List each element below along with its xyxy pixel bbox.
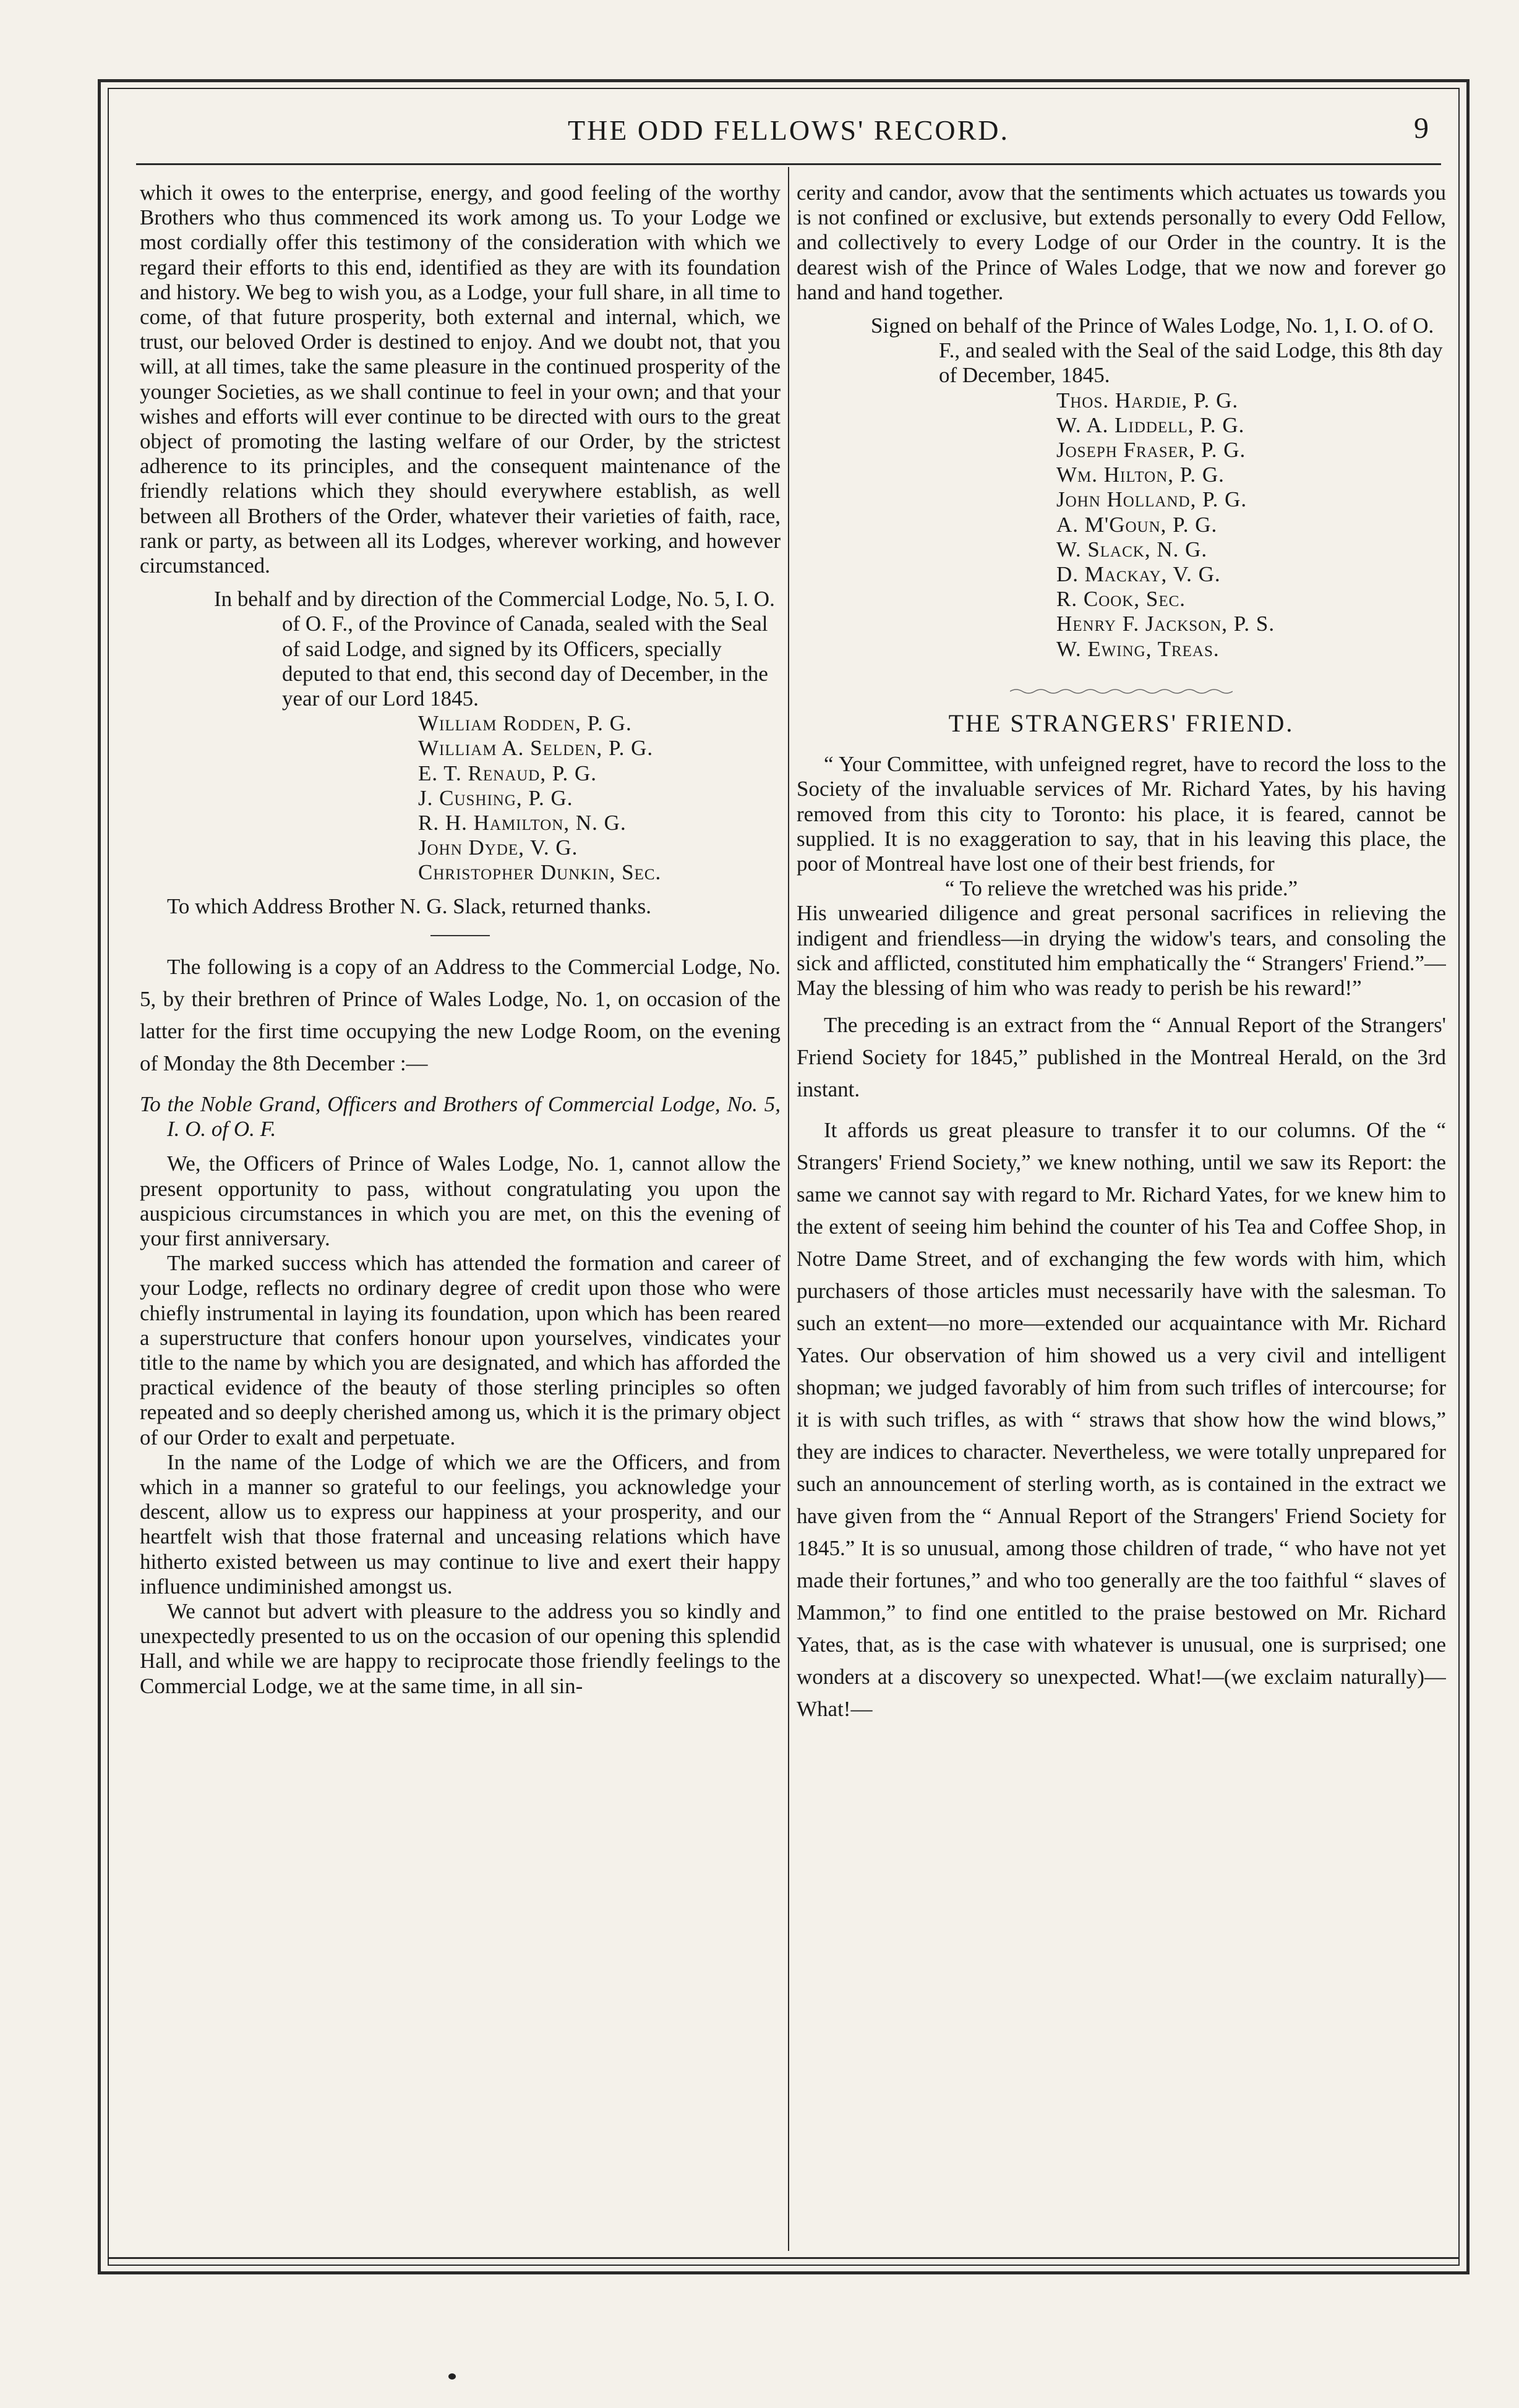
left-paragraph-advert: We cannot but advert with pleasure to the address you so kindly and unexpectedly presented to us on the occasion of our opening this splendid Hall, and while we are happy to reciprocate those friendly feelings to the Commercial Lodge, we at the same time, in all sin- xyxy=(140,1599,781,1698)
left-paragraph-in-the-name: In the name of the Lodge of which we are the Officers, and from which in a manner so grateful to our feelings, you acknowledge your descent, allow us to express our happiness at your prosperity, and our heartfelt wish that those fraternal and unceasing relations which have hitherto existed between us may continue to live and exert their happy influence undiminished amongst us. xyxy=(140,1449,781,1599)
left-paragraph-thanks: To which Address Brother N. G. Slack, returned thanks. xyxy=(167,894,651,918)
signatory: Henry F. Jackson, P. S. xyxy=(1056,612,1275,636)
left-paragraph-address-end: which it owes to the enterprise, energy, and good feeling of the worthy Brothers who thus commenced its work among us. To your Lodge we most cordially offer this testimony of the consideration with which we regard their efforts to this end, identified as they are with its foundation and history. We beg to wish you, as a Lodge, your full share, in all time to come, of that future prosperity, both external and internal, which, we trust, our beloved Order is destined to enjoy. And we doubt not, that you will, at all times, take the same pleasure in the continued prosperity of the younger Societies, as we shall continue to feel in your own; and that your wishes and efforts will ever continue to be directed with ours to the great object of promoting the lasting welfare of our Order, by the strictest adherence to its principles, and the consequent maintenance of the friendly relations which they should everywhere establish, as well between all Brothers of the Order, whatever their varieties of faith, race, rank or party, as between all its Lodges, wherever working, and however circumstanced. xyxy=(140,181,781,578)
decorative-ornament-rule xyxy=(797,678,1446,702)
right-paragraph-unwearied: His unwearied diligence and great personal sacrifices in relieving the indigent and friendless—in drying the widow's tears, and consoling the sick and afflicted, constituted him emphatically the “ Strangers' Friend.”—May the blessing of him who was ready to perish be his reward!” xyxy=(797,901,1446,1001)
right-signature-intro: Signed on behalf of the Prince of Wales Lodge, No. 1, I. O. of O. F., and sealed with the Seal of the said Lodge, this 8th day of December, 1845. xyxy=(871,314,1443,388)
signatory: Thos. Hardie, P. G. xyxy=(1056,388,1239,412)
section-separator-rule xyxy=(430,935,490,936)
right-column xyxy=(797,181,1446,2265)
right-signature-block xyxy=(871,314,1446,662)
page-title: THE ODD FELLOWS' RECORD. xyxy=(567,114,1010,146)
signatory: John Dyde, V. G. xyxy=(418,835,578,860)
address-salutation: To the Noble Grand, Officers and Brothers of Commercial Lodge, No. 5, I. O. of O. F. xyxy=(140,1091,781,1142)
signatory: Christopher Dunkin, Sec. xyxy=(418,860,662,885)
signatory: D. Mackay, V. G. xyxy=(1056,562,1221,587)
page-number: 9 xyxy=(1414,112,1429,145)
left-paragraph-following: The following is a copy of an Address to the Commercial Lodge, No. 5, by their brethren of Prince of Wales Lodge, No. 1, on occasion of the latter for the first time occupying the new Lodge Room, on the evening of Monday the 8th December :— xyxy=(140,954,781,1075)
left-signatories xyxy=(418,711,781,885)
signatory: William A. Selden, P. G. xyxy=(418,736,654,761)
right-signatories xyxy=(1056,388,1446,662)
signatory: William Rodden, P. G. xyxy=(418,711,632,736)
right-paragraph-committee: “ Your Committee, with unfeigned regret, have to record the loss to the Society of the invaluable services of Mr. Richard Yates, by his having removed from this city to Toronto: his place, it is feared, cannot be supplied. It is no exaggeration to say, that in his leaving this place, the poor of Montreal have lost one of their best friends, for xyxy=(797,752,1446,876)
signatory: W. Ewing, Treas. xyxy=(1056,636,1220,661)
right-paragraph-sincerity: cerity and candor, avow that the sentiments which actuates us towards you is not confined or exclusive, but extends personally to every Odd Fellow, and collectively to every Lodge of our Order in the country. It is the dearest wish of the Prince of Wales Lodge, that we now and forever go hand and hand together. xyxy=(797,181,1446,304)
signatory: W. Slack, N. G. xyxy=(1056,537,1208,561)
column-divider xyxy=(788,167,789,2251)
signatory: John Holland, P. G. xyxy=(1056,487,1247,512)
section-title-strangers-friend: THE STRANGERS' FRIEND. xyxy=(948,709,1294,738)
signatory: J. Cushing, P. G. xyxy=(418,785,573,810)
left-column xyxy=(140,181,781,2265)
ink-speck-icon xyxy=(443,2371,461,2382)
left-paragraph-marked: The marked success which has attended the formation and career of your Lodge, reflects no ordinary degree of credit upon those who were chiefly instrumental in laying its foundation, upon which has been reared a superstructure that confers honour upon yourselves, vindicates your title to the name by which you are designated, and which has afforded the practical evidence of the beauty of those sterling principles so often repeated and so deeply cherished among us, which it is the primary object of our Order to exalt and perpetuate. xyxy=(140,1251,781,1449)
wave-ornament-icon xyxy=(1010,688,1233,695)
left-signature-intro: In behalf and by direction of the Commercial Lodge, No. 5, I. O. of O. F., of the Province of Canada, sealed with the Seal of said Lodge, and signed by its Officers, specially deputed to that end, this second day of December, in the year of our Lord 1845. xyxy=(214,587,775,711)
running-header xyxy=(136,110,1441,160)
signatory: R. Cook, Sec. xyxy=(1056,587,1186,612)
right-paragraph-affords: It affords us great pleasure to transfer it to our columns. Of the “ Strangers' Friend Society,” we knew nothing, until we saw its Report: the same we cannot say with regard to Mr. Richard Yates, for we knew him to the extent of seeing him behind the counter of his Tea and Coffee Shop, in Notre Dame Street, and of exchanging the few words with him, which purchasers of those articles must necessarily have with the salesman. To such an extent—no more—extended our acquaintance with Mr. Richard Yates. Our observation of him showed us a very civil and intelligent shopman; we judged favorably of him from such trifles of intercourse; for it is with such trifles, as with “ straws that show how the wind blows,” they are indices to character. Nevertheless, we were totally unprepared for such an announcement of sterling worth, as is contained in the extract we have given from the “ Annual Report of the Strangers' Friend Society for 1845.” It is so unusual, among those children of trade, “ who have not yet made their fortunes,” and who too generally are the too faithful “ slaves of Mammon,” to find one entitled to the praise bestowed on Mr. Richard Yates, that, as is the case with whatever is unusual, one is surprised; one wonders at a discovery so unexpected. What!—(we exclaim naturally)—What!— xyxy=(797,1118,1446,1722)
signatory: Wm. Hilton, P. G. xyxy=(1056,463,1225,487)
signatory: W. A. Liddell, P. G. xyxy=(1056,412,1245,437)
signatory: A. M'Goun, P. G. xyxy=(1056,512,1218,537)
signatory: Joseph Fraser, P. G. xyxy=(1056,438,1246,463)
signatory: E. T. Renaud, P. G. xyxy=(418,761,597,785)
header-rule xyxy=(136,163,1441,165)
pull-quote: “ To relieve the wretched was his pride.” xyxy=(944,876,1298,901)
left-paragraph-we: We, the Officers of Prince of Wales Lodge, No. 1, cannot allow the present opportunity to pass, without congratulating you upon the auspicious circumstances in which you are met, on this the evening of your first anniversary. xyxy=(140,1151,781,1250)
left-signature-block xyxy=(214,587,781,885)
right-paragraph-preceding: The preceding is an extract from the “ Annual Report of the Strangers' Friend Society for 1845,” published in the Montreal Herald, on the 3rd instant. xyxy=(797,1013,1446,1102)
footer-rule xyxy=(108,2257,1460,2259)
signatory: R. H. Hamilton, N. G. xyxy=(418,811,627,835)
